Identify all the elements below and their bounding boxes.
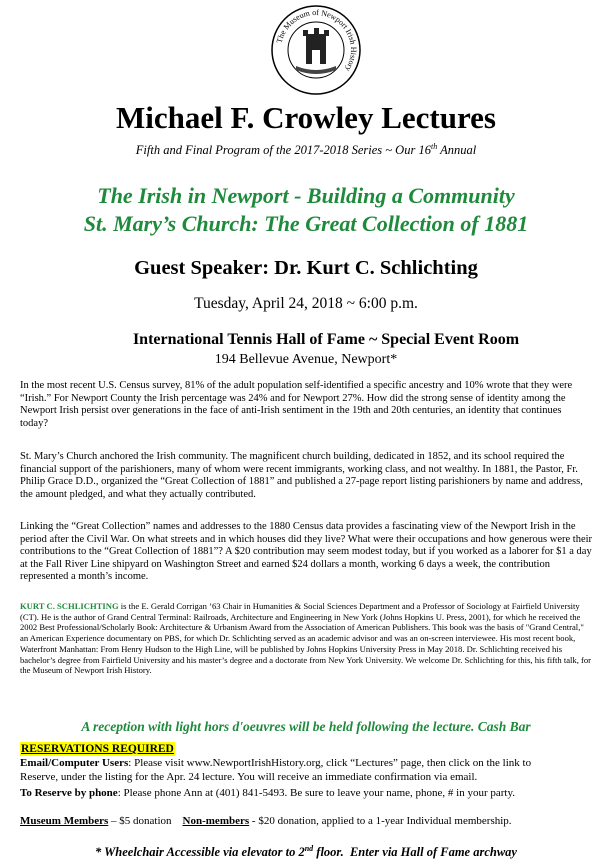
phone-label: To Reserve by phone bbox=[20, 787, 118, 799]
lecture-topic-line1: The Irish in Newport - Building a Community bbox=[97, 183, 515, 208]
email-label: Email/Computer Users bbox=[20, 757, 129, 769]
seal-ring-text: The Museum of Newport Irish History bbox=[274, 7, 359, 74]
bio-text: is the E. Gerald Corrigan ’63 Chair in Humanities & Social Sciences Department and a Professor of Sociology at Fairfield University (CT). He is the author of Grand Central Terminal: Railroads, Architecture and Engineering in New York (Johns Hopkins U. Press, 2001), for which he received the 2002 Best Professional/Scholarly Book: Architecture & Urbanism Award from the Association of American Publishers. This book was the basis of "Grand Central," an American Experience documentary on PBS, for which Dr. Schlichting served as an academic advisor and was an on-screen interviewee. His most recent book, Waterfront Manhattan: From Henry Hudson to the High Line, will be published by Johns Hopkins University Press in May 2018. Dr. Schlichting received his bachelor’s degree from Fairfield University and his master’s degree and a doctorate from New York University. We welcome Dr. Schlichting for this, his fifth talk, for the Museum of Newport Irish History. bbox=[20, 601, 592, 676]
speaker-bio bbox=[20, 601, 592, 676]
members-label: Museum Members bbox=[20, 815, 109, 827]
series-subtitle: Fifth and Final Program of the 2017-2018 Series ~ Our 16th Annual bbox=[135, 142, 477, 158]
venue-address: 194 Bellevue Avenue, Newport* bbox=[214, 352, 398, 367]
reservation-phone-line bbox=[20, 787, 592, 800]
venue-name: International Tennis Hall of Fame ~ Special Event Room bbox=[132, 331, 520, 348]
reservations-heading: RESERVATIONS REQUIRED bbox=[21, 743, 174, 755]
reservation-email-line2: Reserve, under the listing for the Apr. 24 lecture. You will receive an immediate confirmation via email. bbox=[20, 771, 478, 783]
accessibility-note: * Wheelchair Accessible via elevator to 2nd floor. Enter via Hall of Fame archway bbox=[95, 844, 517, 860]
church-paragraph: St. Mary’s Church anchored the Irish community. The magnificent church building, dedicated in 1852, and its school required the financial support of the parishioners, many of whom were recent immigrants, working class, and not wealthy. In 1881, the Pastor, Fr. Philip Grace D.D., organized the “Great Collection of 1881” and published a 27-page report listing parishioners by name and address, the amount pledged, and what they actually contributed. bbox=[20, 451, 583, 500]
pricing-line bbox=[20, 815, 592, 828]
census-paragraph: Linking the “Great Collection” names and addresses to the 1880 Census data provides a fascinating view of the Newport Irish in the period after the Civil War. On what streets and in which houses did they live? What were their occupations and how generous were their contributions to the “Great Collection of 1881”? A $20 contribution may seem modest today, but if you worked as a laborer for $1 a day at the Fall River Line shipyard on Washington Street and earned $24 dollars a month, working 6 days a week, the contribution represented a month’s income. bbox=[20, 521, 593, 583]
reception-notice: A reception with light hors d'oeuvres will be held following the lecture. Cash Bar bbox=[81, 719, 531, 734]
event-date: Tuesday, April 24, 2018 ~ 6:00 p.m. bbox=[194, 295, 418, 312]
museum-seal-logo bbox=[270, 4, 362, 96]
lecture-topic-line2: St. Mary’s Church: The Great Collection of 1881 bbox=[83, 211, 529, 236]
page-title: Michael F. Crowley Lectures bbox=[116, 100, 496, 135]
nonmembers-label: Non-members bbox=[182, 815, 250, 827]
members-price: – $5 donation bbox=[108, 815, 172, 827]
phone-instructions: : Please phone Ann at (401) 841-5493. Be sure to leave your name, phone, # in your party. bbox=[117, 787, 516, 799]
castle-seal-icon bbox=[296, 28, 336, 74]
reservation-email-line bbox=[20, 757, 592, 770]
bio-speaker-name: KURT C. SCHLICHTING bbox=[20, 601, 119, 611]
nonmembers-price: - $20 donation, applied to a 1-year Individual membership. bbox=[249, 815, 512, 827]
email-instructions: : Please visit www.NewportIrishHistory.org, click “Lectures” page, then click on the link to bbox=[128, 757, 532, 769]
intro-paragraph: In the most recent U.S. Census survey, 81% of the adult population self-identified a specific ancestry and 10% wrote that they were “Irish.” For Newport County the Irish percentage was 24% and for Newport 27%. How did the strong sense of identity among the Newport Irish persist over generations in the face of anti-Irish sentiment in the 19th and 20th centuries, an identity that continues today? bbox=[20, 380, 573, 429]
guest-speaker: Guest Speaker: Dr. Kurt C. Schlichting bbox=[134, 257, 478, 279]
